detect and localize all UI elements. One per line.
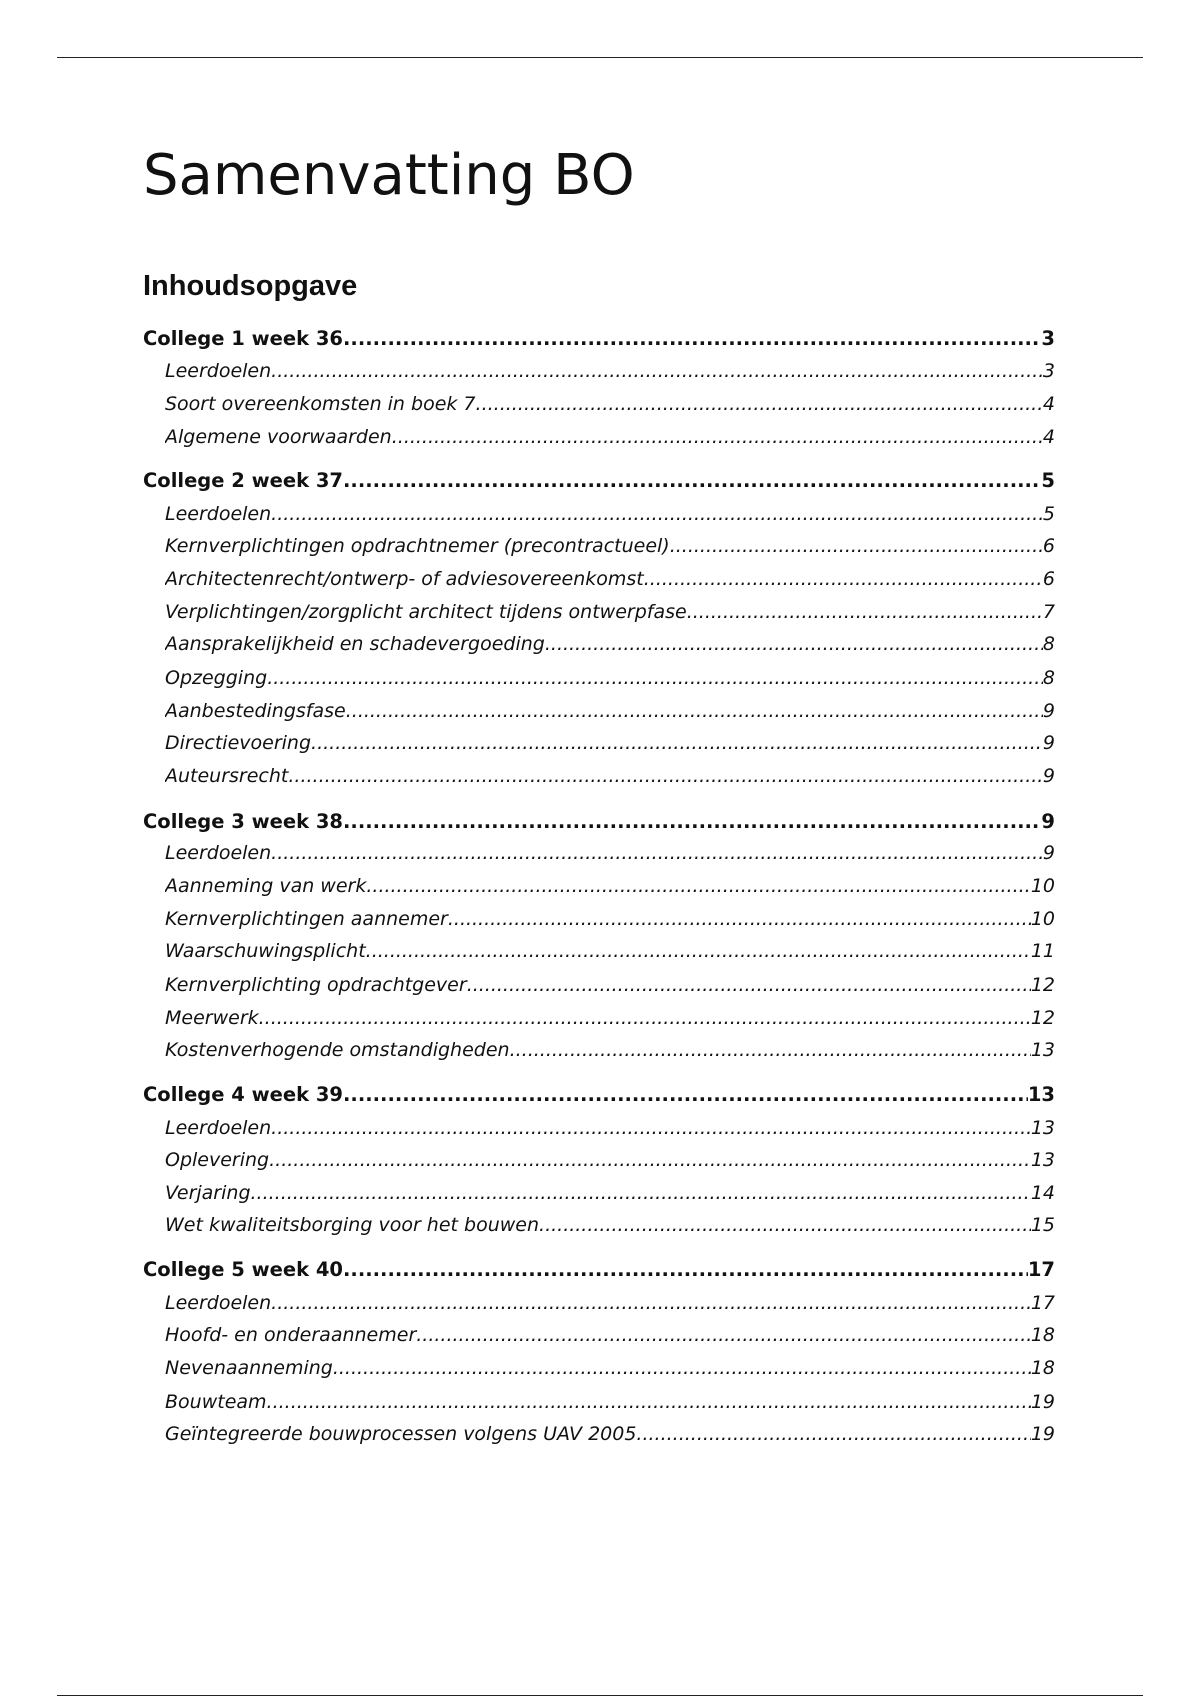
toc-entry-page-number: 6 — [1042, 568, 1055, 590]
toc-entry-title: College 1 week 36 — [143, 327, 343, 350]
toc-entry-title: Meerwerk — [165, 1007, 259, 1029]
toc-entry-title: Leerdoelen — [165, 1292, 272, 1314]
toc-dot-leader — [267, 1387, 1031, 1417]
toc-dot-leader — [267, 663, 1043, 693]
toc-entry-page-number: 17 — [1027, 1258, 1055, 1281]
toc-entry-page-number: 9 — [1041, 810, 1055, 833]
toc-dot-leader — [644, 564, 1043, 594]
toc-entry-title: Aanneming van werk — [165, 875, 367, 897]
toc-section-entry[interactable] — [165, 1113, 1055, 1143]
toc-section-entry[interactable] — [165, 1320, 1055, 1350]
toc-dot-leader — [343, 1080, 1028, 1110]
toc-entry-title: Wet kwaliteitsborging voor het bouwen — [165, 1214, 540, 1236]
toc-entry-title: Verplichtingen/zorgplicht architect tijdens ontwerpfase — [165, 601, 687, 623]
toc-section-entry[interactable] — [165, 1003, 1055, 1033]
toc-dot-leader — [343, 324, 1041, 354]
toc-section-entry[interactable] — [165, 663, 1055, 693]
toc-entry-page-number: 9 — [1042, 842, 1055, 864]
toc-entry-page-number: 19 — [1030, 1423, 1055, 1445]
toc-entry-page-number: 5 — [1041, 469, 1055, 492]
toc-entry-page-number: 13 — [1030, 1117, 1055, 1139]
toc-entry-title: Leerdoelen — [165, 1117, 272, 1139]
toc-section-entry[interactable] — [165, 1035, 1055, 1065]
toc-entry-page-number: 5 — [1042, 503, 1055, 525]
toc-entry-title: Kernverplichting opdrachtgever — [165, 974, 467, 996]
toc-entry-page-number: 4 — [1042, 393, 1055, 415]
toc-entry-title: Kostenverhogende omstandigheden — [165, 1039, 510, 1061]
toc-entry-title: Auteursrecht — [165, 765, 289, 787]
toc-entry-page-number: 14 — [1030, 1182, 1055, 1204]
toc-entry-title: Nevenaanneming — [165, 1357, 333, 1379]
toc-entry-page-number: 15 — [1030, 1214, 1055, 1236]
toc-entry-page-number: 13 — [1030, 1039, 1055, 1061]
toc-dot-leader — [311, 728, 1043, 758]
toc-dot-leader — [271, 499, 1043, 529]
toc-entry-title: College 3 week 38 — [143, 810, 343, 833]
toc-section-entry[interactable] — [165, 564, 1055, 594]
toc-dot-leader — [510, 1035, 1031, 1065]
toc-entry-page-number: 9 — [1042, 732, 1055, 754]
toc-section-entry[interactable] — [165, 629, 1055, 659]
toc-chapter-entry[interactable] — [143, 1255, 1055, 1285]
toc-section-entry[interactable] — [165, 728, 1055, 758]
toc-entry-page-number: 8 — [1042, 633, 1055, 655]
toc-dot-leader — [343, 466, 1041, 496]
toc-section-entry[interactable] — [165, 1178, 1055, 1208]
toc-dot-leader — [687, 597, 1043, 627]
toc-entry-page-number: 4 — [1042, 426, 1055, 448]
toc-entry-page-number: 17 — [1030, 1292, 1055, 1314]
toc-dot-leader — [259, 1003, 1031, 1033]
toc-section-entry[interactable] — [165, 871, 1055, 901]
toc-section-entry[interactable] — [165, 597, 1055, 627]
toc-entry-page-number: 3 — [1042, 360, 1055, 382]
toc-entry-title: Oplevering — [165, 1149, 270, 1171]
toc-entry-page-number: 6 — [1042, 535, 1055, 557]
toc-section-entry[interactable] — [165, 1387, 1055, 1417]
toc-entry-page-number: 7 — [1042, 601, 1055, 623]
toc-entry-page-number: 9 — [1042, 765, 1055, 787]
header-rule — [57, 57, 1143, 58]
toc-section-entry[interactable] — [165, 1210, 1055, 1240]
toc-entry-title: Bouwteam — [165, 1391, 267, 1413]
toc-entry-title: Algemene voorwaarden — [165, 426, 392, 448]
toc-dot-leader — [271, 1113, 1031, 1143]
toc-dot-leader — [333, 1353, 1031, 1383]
toc-section-entry[interactable] — [165, 696, 1055, 726]
toc-section-entry[interactable] — [165, 389, 1055, 419]
toc-entry-title: Soort overeenkomsten in boek 7 — [165, 393, 476, 415]
toc-entry-title: Leerdoelen — [165, 503, 272, 525]
toc-dot-leader — [269, 1145, 1031, 1175]
toc-section-entry[interactable] — [165, 1145, 1055, 1175]
toc-section-entry[interactable] — [165, 1353, 1055, 1383]
toc-entry-title: Leerdoelen — [165, 842, 272, 864]
toc-chapter-entry[interactable] — [143, 324, 1055, 354]
toc-entry-title: Aanbestedingsfase — [165, 700, 346, 722]
toc-entry-page-number: 11 — [1030, 940, 1055, 962]
toc-entry-page-number: 13 — [1030, 1149, 1055, 1171]
toc-entry-page-number: 8 — [1042, 667, 1055, 689]
toc-entry-page-number: 18 — [1030, 1324, 1055, 1346]
toc-entry-title: Hoofd- en onderaannemer — [165, 1324, 417, 1346]
toc-section-entry[interactable] — [165, 499, 1055, 529]
toc-dot-leader — [366, 871, 1030, 901]
toc-entry-page-number: 18 — [1030, 1357, 1055, 1379]
toc-dot-leader — [271, 1288, 1031, 1318]
toc-dot-leader — [271, 356, 1043, 386]
toc-dot-leader — [346, 696, 1043, 726]
toc-entry-page-number: 10 — [1030, 875, 1055, 897]
toc-entry-page-number: 13 — [1027, 1083, 1055, 1106]
toc-entry-title: Architectenrecht/ontwerp- of adviesovereenkomst — [165, 568, 644, 590]
toc-entry-title: College 5 week 40 — [143, 1258, 343, 1281]
toc-entry-page-number: 10 — [1030, 908, 1055, 930]
toc-entry-page-number: 9 — [1042, 700, 1055, 722]
toc-dot-leader — [539, 1210, 1031, 1240]
toc-dot-leader — [343, 1255, 1028, 1285]
toc-heading: Inhoudsopgave — [143, 270, 358, 302]
toc-entry-title: College 4 week 39 — [143, 1083, 343, 1106]
toc-dot-leader — [636, 1419, 1030, 1449]
toc-entry-title: Verjaring — [165, 1182, 251, 1204]
toc-dot-leader — [416, 1320, 1031, 1350]
toc-entry-title: College 2 week 37 — [143, 469, 343, 492]
toc-section-entry[interactable] — [165, 422, 1055, 452]
toc-entry-title: Directievoering — [165, 732, 312, 754]
toc-section-entry[interactable] — [165, 1288, 1055, 1318]
toc-entry-title: Opzegging — [165, 667, 268, 689]
toc-dot-leader — [271, 838, 1043, 868]
toc-entry-title: Waarschuwingsplicht — [165, 940, 366, 962]
toc-section-entry[interactable] — [165, 356, 1055, 386]
toc-entry-title: Kernverplichtingen aannemer — [165, 908, 448, 930]
toc-section-entry[interactable] — [165, 970, 1055, 1000]
toc-entry-page-number: 3 — [1041, 327, 1055, 350]
toc-section-entry[interactable] — [165, 761, 1055, 791]
footer-rule — [57, 1695, 1143, 1696]
document-title: Samenvatting BO — [143, 143, 635, 208]
toc-dot-leader — [545, 629, 1043, 659]
toc-entry-title: Kernverplichtingen opdrachtnemer (precontractueel) — [165, 535, 670, 557]
toc-dot-leader — [476, 389, 1043, 419]
toc-dot-leader — [467, 970, 1031, 1000]
toc-dot-leader — [670, 531, 1043, 561]
toc-section-entry[interactable] — [165, 904, 1055, 934]
toc-entry-page-number: 12 — [1030, 1007, 1055, 1029]
toc-chapter-entry[interactable] — [143, 1080, 1055, 1110]
toc-dot-leader — [343, 807, 1041, 837]
toc-dot-leader — [251, 1178, 1031, 1208]
toc-dot-leader — [392, 422, 1043, 452]
toc-entry-page-number: 19 — [1030, 1391, 1055, 1413]
toc-entry-title: Aansprakelijkheid en schadevergoeding — [165, 633, 545, 655]
toc-entry-page-number: 12 — [1030, 974, 1055, 996]
toc-dot-leader — [288, 761, 1043, 791]
toc-section-entry[interactable] — [165, 1419, 1055, 1449]
toc-entry-title: Geïntegreerde bouwprocessen volgens UAV 2005 — [165, 1423, 637, 1445]
toc-section-entry[interactable] — [165, 531, 1055, 561]
toc-entry-title: Leerdoelen — [165, 360, 272, 382]
toc-section-entry[interactable] — [165, 936, 1055, 966]
toc-chapter-entry[interactable] — [143, 466, 1055, 496]
toc-section-entry[interactable] — [165, 838, 1055, 868]
toc-chapter-entry[interactable] — [143, 807, 1055, 837]
toc-dot-leader — [366, 936, 1031, 966]
toc-dot-leader — [448, 904, 1031, 934]
